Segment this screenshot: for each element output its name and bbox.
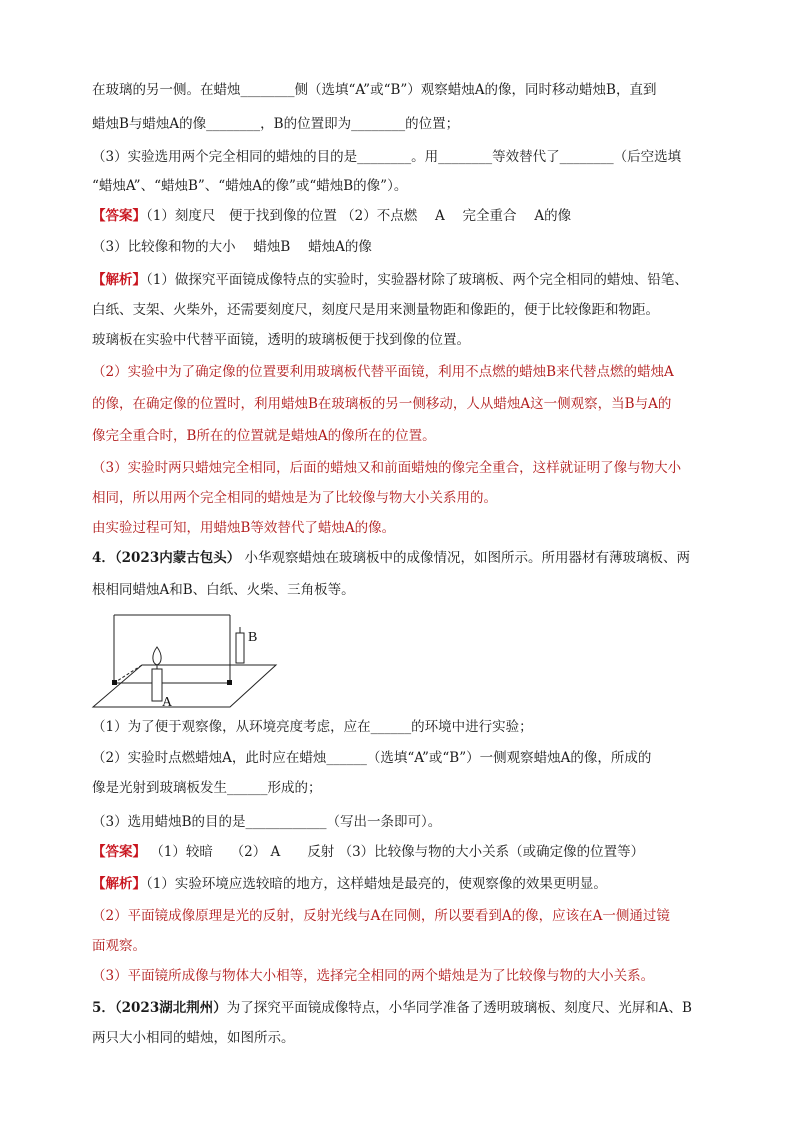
flame-icon [153,647,161,665]
analysis-line: 玻璃板在实验中代替平面镜，透明的玻璃板便于找到像的位置。 [92,332,470,348]
question-text-line: “蜡烛A”、“蜡烛B”、“蜡烛A的像”或“蜡烛B的像”）。 [92,178,408,194]
answer-text: （1）较暗 （2） A 反射 （3）比较像与物的大小关系（或确定像的位置等） [146,844,645,860]
question-text-line: 蜡烛B与蜡烛A的像________，B的位置即为________的位置； [92,116,460,132]
candle-glass-plate-figure [90,605,290,715]
analysis-line: （2）实验中为了确定像的位置要利用玻璃板代替平面镜，利用不点燃的蜡烛B来代替点燃的蜡烛A [92,364,674,380]
answer-line [92,206,712,226]
analysis-text: （1）实验环境应选较暗的地方，这样蜡烛是最亮的，使观察像的效果更明显。 [146,876,607,892]
question-number-source: 5．（2023湖北荆州） [92,1000,227,1016]
analysis-line: 像完全重合时，B所在的位置就是蜡烛A的像所在的位置。 [92,428,436,444]
question-text-line: 根相同蜡烛A和B、白纸、火柴、三角板等。 [92,582,355,598]
question-number-source: 4．（2023内蒙古包头） [92,550,241,566]
candle-a [152,669,162,701]
label-a: A [162,695,173,710]
question-text-line: （1）为了便于观察像，从环境亮度考虑，应在______的环境中进行实验； [92,719,533,735]
answer-line [92,842,712,862]
analysis-line: 面观察。 [92,938,146,954]
question-text-line: （2）实验时点燃蜡烛A，此时应在蜡烛______（选填“A”或“B”）一侧观察蜡烛A的像，所成的 [92,750,652,766]
clip-left [112,680,117,685]
question-5-line [92,998,712,1018]
answer-tag: 【答案】 [92,208,146,224]
analysis-line [92,270,712,290]
question-text-line: 在玻璃的另一侧。在蜡烛________侧（选填“A”或“B”）观察蜡烛A的像，同时移动蜡烛B，直到 [92,82,657,98]
candle-b [236,633,244,663]
analysis-text: （1）做探究平面镜成像特点的实验时，实验器材除了玻璃板、两个完全相同的蜡烛、铅笔、 [146,272,688,288]
analysis-tag: 【解析】 [92,272,146,288]
question-text-line: 像是光射到玻璃板发生______形成的； [92,780,322,796]
analysis-line: 相同，所以用两个完全相同的蜡烛是为了比较像与物大小关系用的。 [92,490,497,506]
question-text-line: （3）选用蜡烛B的目的是____________（写出一条即可）。 [92,814,442,830]
analysis-line: （3）平面镜所成像与物体大小相等，选择完全相同的两个蜡烛是为了比较像与物的大小关系。 [92,968,655,984]
analysis-line: 由实验过程可知，用蜡烛B等效替代了蜡烛A的像。 [92,520,396,536]
answer-tag: 【答案】 [92,844,146,860]
analysis-line: （2）平面镜成像原理是光的反射，反射光线与A在同侧，所以要看到A的像，应该在A一侧通过镜 [92,908,670,924]
question-text-line: （3）实验选用两个完全相同的蜡烛的目的是________。用________等效替代了________（后空选填 [92,149,682,165]
answer-line: （3）比较像和物的大小 蜡烛B 蜡烛A的像 [92,239,372,255]
answer-text: （1）刻度尺 便于找到像的位置 （2）不点燃 A 完全重合 A的像 [146,208,572,224]
question-text: 为了探究平面镜成像特点，小华同学准备了透明玻璃板、刻度尺、光屏和A、B [226,1000,692,1016]
analysis-line: 的像，在确定像的位置时，利用蜡烛B在玻璃板的另一侧移动，人从蜡烛A这一侧观察，当B与A的 [92,396,672,412]
analysis-line: 白纸、支架、火柴外，还需要刻度尺，刻度尺是用来测量物距和像距的，便于比较像距和物距。 [92,302,659,318]
analysis-tag: 【解析】 [92,876,146,892]
analysis-line [92,874,712,894]
label-b: B [248,630,258,645]
analysis-line: （3）实验时两只蜡烛完全相同，后面的蜡烛又和前面蜡烛的像完全重合，这样就证明了像与物大小 [92,460,682,476]
question-text: 小华观察蜡烛在玻璃板中的成像情况，如图所示。所用器材有薄玻璃板、两 [240,550,691,566]
question-4-line [92,548,712,568]
question-text-line: 两只大小相同的蜡烛，如图所示。 [92,1030,295,1046]
clip-right [227,680,232,685]
